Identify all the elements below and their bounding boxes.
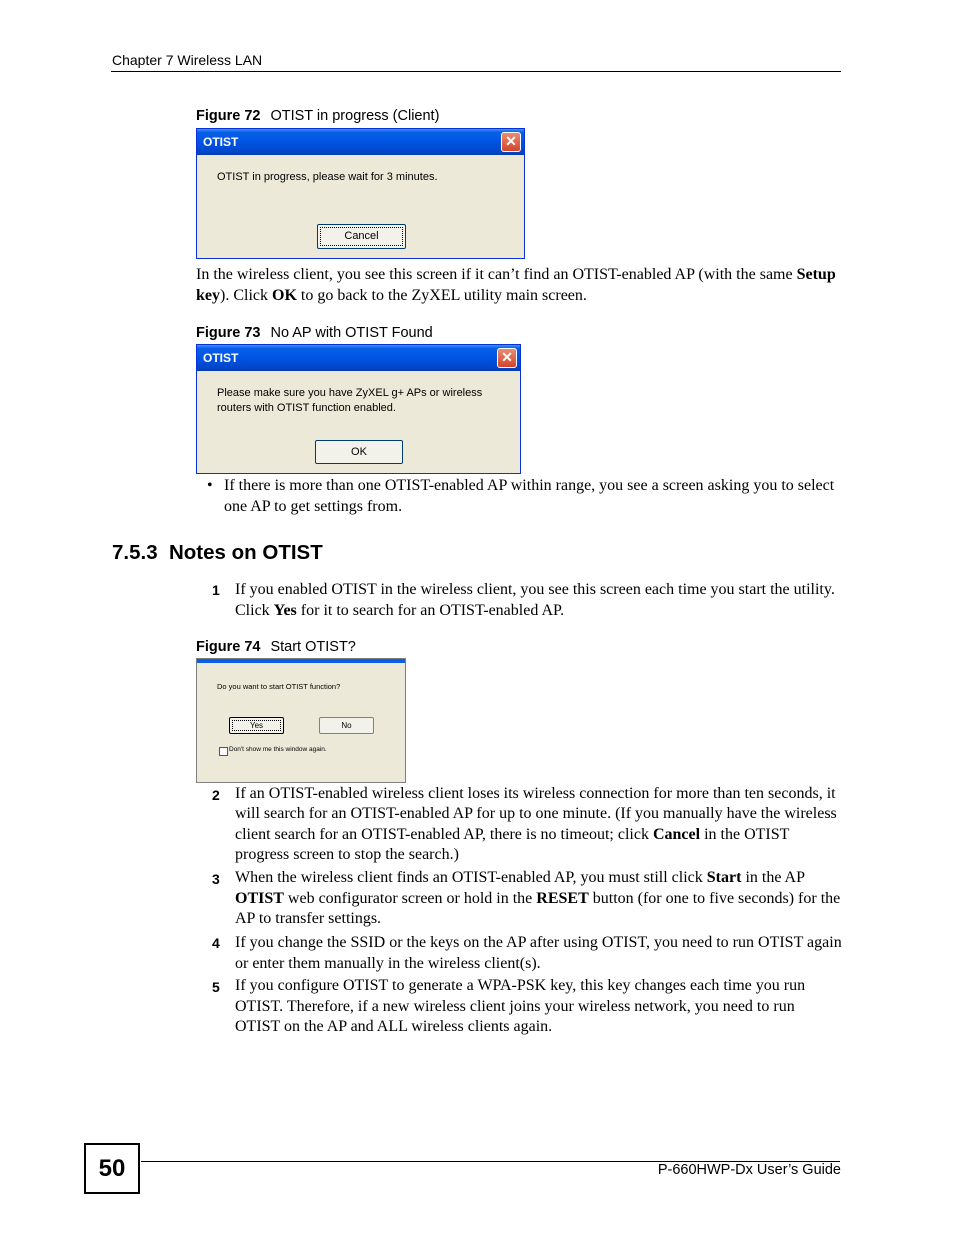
text: in the OTIST progress screen to stop the search.): [235, 825, 790, 863]
step-number: 1: [212, 582, 220, 598]
yes-button[interactable]: Yes: [229, 717, 284, 734]
dialog-message: OTIST in progress, please wait for 3 minutes.: [217, 171, 438, 183]
bold-text: OTIST: [235, 889, 284, 907]
bold-text: Yes: [273, 602, 297, 619]
text: to go back to the ZyXEL utility main screen.: [296, 287, 587, 304]
dont-show-checkbox[interactable]: [219, 747, 228, 756]
figure-title: OTIST in progress (Client): [270, 108, 440, 124]
start-otist-dialog: [196, 658, 406, 783]
figure-title: No AP with OTIST Found: [270, 325, 433, 341]
step-number: 4: [212, 935, 220, 951]
bold-text: OK: [272, 287, 297, 304]
bold-text: Start: [706, 869, 742, 886]
guide-title: P-660HWP-Dx User’s Guide: [657, 1162, 841, 1178]
cancel-button[interactable]: Cancel: [317, 224, 406, 249]
bold-text: Cancel: [652, 825, 701, 843]
close-icon[interactable]: ✕: [501, 132, 521, 152]
page-number: 50: [84, 1143, 140, 1194]
bold-text: RESET: [536, 889, 589, 907]
text: in the AP: [741, 869, 805, 886]
ok-button[interactable]: OK: [315, 440, 403, 464]
text: If an OTIST-enabled wireless client loses its wireless connection for more than ten seconds, it will search for an OTIST-enabled AP for up to one minute. (If you manually have the wireless client search for an OTIST-enabled AP, there is no timeout; click: [235, 785, 837, 843]
dialog-title: OTIST: [197, 129, 524, 155]
bullet-text: If there is more than one OTIST-enabled AP within range, you see a screen asking you to select one AP to get settings from.: [224, 477, 835, 515]
text: When the wireless client finds an OTIST-enabled AP, you must still click: [235, 869, 707, 886]
bullet-mark: •: [207, 477, 213, 494]
step-5-text: If you configure OTIST to generate a WPA-PSK key, this key changes each time you run OTIST. Therefore, if a new wireless client joins your wireless network, you need to run OTIST on the AP and ALL wireless clients again.: [235, 977, 806, 1035]
figure-74-caption: [196, 639, 356, 655]
running-header: Chapter 7 Wireless LAN: [112, 52, 263, 68]
header-rule: [111, 71, 841, 72]
text: for it to search for an OTIST-enabled AP.: [296, 602, 565, 619]
step-number: 5: [212, 979, 220, 995]
dialog-title: OTIST: [197, 345, 520, 371]
dialog-message-line-1: Please make sure you have ZyXEL g+ APs or wireless: [217, 387, 483, 399]
otist-progress-dialog: [196, 128, 525, 259]
dialog-titlebar-strip: [197, 659, 405, 663]
step-number: 2: [212, 787, 220, 803]
text: web configurator screen or hold in the: [283, 889, 537, 907]
figure-label: Figure 72: [196, 108, 261, 124]
step-4-text: If you change the SSID or the keys on the AP after using OTIST, you need to run OTIST again or enter them manually in the wireless client(s).: [235, 934, 842, 972]
paragraph: [196, 264, 842, 306]
figure-label: Figure 73: [196, 325, 261, 341]
dialog-message-line-2: routers with OTIST function enabled.: [217, 402, 396, 414]
bold-text: Setup key: [196, 266, 836, 304]
checkbox-label: Don't show me this window again.: [229, 746, 327, 753]
step-number: 3: [212, 871, 220, 887]
step-3-text: [235, 868, 842, 930]
text: button (for one to five seconds) for the AP to transfer settings.: [235, 889, 841, 927]
figure-title: Start OTIST?: [270, 639, 356, 655]
dialog-message: Do you want to start OTIST function?: [217, 682, 341, 691]
figure-73-caption: [196, 325, 433, 341]
text: ). Click: [220, 287, 272, 304]
text: If you enabled OTIST in the wireless client, you see this screen each time you start the utility. Click: [235, 581, 835, 619]
figure-72-caption: [196, 108, 439, 124]
figure-label: Figure 74: [196, 639, 261, 655]
step-2-text: [235, 784, 842, 865]
section-heading: 7.5.3 Notes on OTIST: [112, 541, 323, 564]
no-ap-dialog: [196, 344, 521, 474]
no-button[interactable]: No: [319, 717, 374, 734]
step-1-text: [235, 579, 842, 621]
close-icon[interactable]: ✕: [497, 348, 517, 368]
text: In the wireless client, you see this screen if it can’t find an OTIST-enabled AP (with the same: [196, 266, 797, 283]
